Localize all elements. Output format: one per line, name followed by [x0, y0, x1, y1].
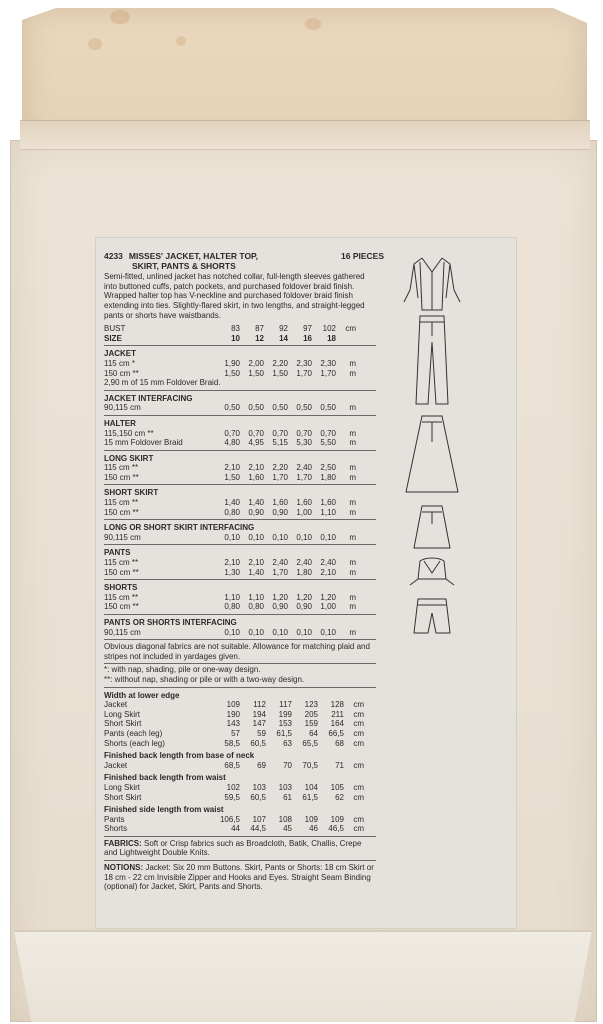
row-unit: cm: [353, 728, 364, 738]
row-value: 2,40: [296, 558, 312, 568]
row-value: 102: [226, 782, 240, 792]
divider: [104, 836, 376, 837]
row-value: 5,30: [296, 438, 312, 448]
data-row: [104, 793, 376, 803]
bust-value: 92: [279, 324, 288, 334]
row-unit: m: [349, 428, 356, 438]
row-unit: m: [349, 472, 356, 482]
row-value: 57: [231, 728, 240, 738]
row-unit: cm: [353, 792, 364, 802]
pattern-title-line2: SKIRT, PANTS & SHORTS: [132, 260, 236, 271]
row-value: 4,80: [224, 438, 240, 448]
row-unit: cm: [353, 700, 364, 710]
measurement-sections: [104, 691, 376, 834]
row-value: 0,50: [224, 403, 240, 413]
row-value: 2,40: [320, 558, 336, 568]
row-value: 65,5: [302, 738, 318, 748]
data-row: [104, 359, 376, 369]
row-value: 0,10: [248, 532, 264, 542]
row-value: 0,80: [224, 602, 240, 612]
section-title: PANTS OR SHORTS INTERFACING: [104, 618, 237, 627]
row-value: 0,10: [320, 627, 336, 637]
data-row: [104, 508, 376, 518]
section-title: LONG SKIRT: [104, 453, 154, 463]
row-unit: m: [349, 532, 356, 542]
row-unit: m: [349, 368, 356, 378]
section-title: Width at lower edge: [104, 690, 180, 700]
row-value: 0,70: [248, 428, 264, 438]
row-value: 109: [330, 814, 344, 824]
size-value: 10: [231, 333, 240, 343]
row-value: 2,10: [224, 463, 240, 473]
row-label: 115 cm *: [104, 358, 135, 368]
row-value: 117: [279, 700, 292, 710]
row-value: 2,10: [224, 558, 240, 568]
row-value: 44,5: [250, 824, 266, 834]
data-row: [104, 533, 376, 543]
row-value: 61,5: [302, 792, 318, 802]
row-value: 2,20: [272, 463, 288, 473]
divider: [104, 484, 376, 485]
row-value: 0,10: [272, 532, 288, 542]
divider: [104, 415, 376, 416]
row-label: 90,115 cm: [104, 627, 141, 637]
section-title: Finished back length from base of neck: [104, 751, 255, 761]
data-row: [104, 719, 376, 729]
section-title: SHORT SKIRT: [104, 488, 159, 498]
row-value: 1,60: [248, 472, 264, 482]
row-value: 1,60: [272, 498, 288, 508]
row-unit: cm: [353, 814, 364, 824]
data-row: [104, 783, 376, 793]
row-label: 115 cm **: [104, 463, 139, 473]
row-label: 150 cm **: [104, 472, 139, 482]
row-unit: m: [349, 498, 356, 508]
divider: [104, 860, 376, 861]
nap-note-2: **: without nap, shading or pile or with a two-way design.: [104, 674, 305, 684]
row-value: 2,20: [272, 358, 288, 368]
row-value: 1,20: [296, 592, 312, 602]
row-unit: m: [349, 403, 356, 413]
row-value: 0,90: [272, 602, 288, 612]
size-value: 14: [279, 333, 288, 343]
row-value: 66,5: [328, 728, 344, 738]
section-title: Finished back length from waist: [104, 773, 226, 783]
row-value: 64: [309, 728, 318, 738]
section-title: SHORTS: [104, 583, 138, 593]
row-value: 0,70: [224, 428, 240, 438]
section-title: HALTER: [104, 418, 136, 428]
row-value: 1,80: [320, 472, 336, 482]
row-label: 115 cm **: [104, 498, 139, 508]
jacket-sketch: [404, 258, 460, 310]
row-value: 147: [252, 719, 266, 729]
row-label: Short Skirt: [104, 792, 142, 802]
row-value: 1,40: [224, 498, 240, 508]
row-value: 44: [231, 824, 240, 834]
row-value: 0,50: [320, 403, 336, 413]
row-value: 1,50: [224, 368, 240, 378]
row-value: 0,10: [296, 532, 312, 542]
row-value: 2,10: [320, 567, 336, 577]
row-value: 211: [331, 709, 344, 719]
stain: [110, 10, 130, 24]
long-skirt-sketch: [406, 416, 458, 492]
pattern-title: [104, 251, 384, 262]
row-value: 4,95: [248, 438, 264, 448]
bust-value: 102: [322, 324, 336, 334]
row-value: 109: [304, 814, 318, 824]
row-value: 0,90: [248, 507, 264, 517]
row-value: 46: [309, 824, 318, 834]
divider: [104, 687, 376, 688]
size-value: 12: [255, 333, 264, 343]
row-value: 63: [283, 738, 292, 748]
row-label: 150 cm **: [104, 368, 139, 378]
yardage-sections: [104, 349, 376, 640]
size-value: 18: [327, 333, 336, 343]
row-value: 1,50: [248, 368, 264, 378]
divider: [104, 544, 376, 545]
pattern-description: Semi-fitted, unlined jacket has notched collar, full-length sleeves gathered into buttoned cuffs, patch pockets, and purchased foldover braid finish. Wrapped halter top has V-neckline and purchased foldover braid finish extending into ties. Slightly-flared skirt, in two lengths, and straight-legged pants or shorts have waistbands.: [104, 272, 365, 320]
size-label: SIZE: [104, 333, 122, 343]
row-label: 115,150 cm **: [104, 428, 154, 438]
row-value: 1,70: [296, 368, 312, 378]
flap-crease: [20, 120, 590, 150]
row-unit: cm: [353, 738, 364, 748]
data-row: [104, 602, 376, 612]
notions-label: NOTIONS:: [104, 863, 144, 873]
row-value: 1,60: [320, 498, 336, 508]
row-value: 1,20: [272, 592, 288, 602]
row-value: 2,30: [296, 358, 312, 368]
pattern-info-text: [104, 251, 384, 892]
row-value: 0,10: [224, 532, 240, 542]
row-value: 1,80: [296, 567, 312, 577]
row-value: 0,10: [224, 627, 240, 637]
data-row: [104, 710, 376, 720]
row-unit: m: [349, 463, 356, 473]
row-value: 0,70: [296, 428, 312, 438]
diagonal-note: Obvious diagonal fabrics are not suitable. Allowance for matching plaid and stripes not included in yardages given.: [104, 642, 370, 661]
stain: [305, 18, 321, 30]
row-unit: m: [349, 592, 356, 602]
row-value: 0,10: [320, 532, 336, 542]
row-value: 109: [226, 700, 240, 710]
row-value: 2,50: [320, 463, 336, 473]
row-unit: cm: [353, 719, 364, 729]
row-value: 194: [252, 709, 266, 719]
row-value: 108: [278, 814, 292, 824]
row-value: 103: [278, 782, 292, 792]
bust-row: [104, 324, 376, 334]
row-value: 143: [226, 719, 240, 729]
row-value: 1,70: [272, 472, 288, 482]
row-unit: m: [349, 627, 356, 637]
data-row: [104, 369, 376, 379]
data-row: [104, 463, 376, 473]
row-label: 115 cm **: [104, 558, 139, 568]
data-row: [104, 498, 376, 508]
row-unit: cm: [353, 824, 364, 834]
section-extra: 2,90 m of 15 mm Foldover Braid.: [104, 378, 221, 388]
garment-sketches: [392, 250, 472, 650]
row-value: 190: [226, 709, 240, 719]
bust-value: 87: [255, 324, 264, 334]
row-value: 0,50: [248, 403, 264, 413]
divider: [104, 663, 376, 664]
section-title: Finished side length from waist: [104, 805, 224, 815]
data-row: [104, 438, 376, 448]
divider: [104, 519, 376, 520]
row-label: Pants (each leg): [104, 728, 163, 738]
row-value: 128: [330, 700, 344, 710]
row-value: 1,50: [272, 368, 288, 378]
row-value: 1,10: [224, 592, 240, 602]
row-unit: m: [349, 602, 356, 612]
row-label: Long Skirt: [104, 782, 141, 792]
section-title: JACKET: [104, 349, 137, 359]
row-value: 5,50: [320, 438, 336, 448]
pattern-number: 4233: [104, 251, 123, 261]
row-value: 1,00: [320, 602, 336, 612]
row-value: 1,70: [296, 472, 312, 482]
row-value: 153: [278, 719, 292, 729]
row-value: 1,70: [272, 567, 288, 577]
data-row: [104, 729, 376, 739]
data-row: [104, 628, 376, 638]
row-value: 123: [304, 700, 318, 710]
row-value: 112: [253, 700, 266, 710]
row-value: 164: [330, 719, 344, 729]
row-unit: m: [349, 507, 356, 517]
data-row: [104, 824, 376, 834]
envelope-bottom-flap: [14, 930, 592, 1022]
row-value: 1,40: [248, 567, 264, 577]
row-value: 2,00: [248, 358, 264, 368]
data-row: [104, 558, 376, 568]
row-value: 0,80: [224, 507, 240, 517]
notions-paragraph: [104, 863, 376, 892]
divider: [104, 614, 376, 615]
bust-value: 97: [303, 324, 312, 334]
data-row: [104, 593, 376, 603]
row-value: 46,5: [328, 824, 344, 834]
fabrics-paragraph: [104, 839, 376, 858]
data-row: [104, 761, 376, 771]
row-value: 1,60: [296, 498, 312, 508]
row-unit: m: [349, 558, 356, 568]
divider: [104, 450, 376, 451]
row-value: 0,80: [248, 602, 264, 612]
row-value: 1,70: [320, 368, 336, 378]
section-title: JACKET INTERFACING: [104, 393, 193, 403]
row-value: 1,00: [296, 507, 312, 517]
size-value: 16: [303, 333, 312, 343]
row-value: 70: [283, 760, 292, 770]
row-value: 1,30: [224, 567, 240, 577]
bust-label: BUST: [104, 324, 126, 334]
bust-value: 83: [231, 324, 240, 334]
data-row: [104, 700, 376, 710]
row-value: 205: [304, 709, 318, 719]
size-row: [104, 334, 376, 344]
row-label: Jacket: [104, 760, 128, 770]
notions-text: Jacket: Six 20 mm Buttons. Skirt, Pants or Shorts: 18 cm Skirt or 18 cm - 22 cm Invisible Zipper and Hooks and Eyes. Straight Seam Binding (optional) for Jacket, Skirt, Pants and Shorts.: [104, 863, 374, 892]
row-value: 58,5: [224, 738, 240, 748]
divider: [104, 639, 376, 640]
data-row: [104, 473, 376, 483]
row-value: 106,5: [219, 814, 240, 824]
data-row: [104, 568, 376, 578]
row-value: 62: [335, 792, 344, 802]
row-label: 90,115 cm: [104, 532, 141, 542]
row-value: 2,10: [248, 463, 264, 473]
row-value: 104: [304, 782, 318, 792]
row-value: 61: [283, 792, 292, 802]
nap-note-1: *: with nap, shading, pile or one-way design.: [104, 665, 261, 675]
row-label: 150 cm **: [104, 507, 139, 517]
row-value: 0,10: [296, 627, 312, 637]
row-value: 5,15: [272, 438, 288, 448]
data-row: [104, 739, 376, 749]
row-value: 2,10: [248, 558, 264, 568]
row-unit: cm: [353, 709, 364, 719]
row-label: 115 cm **: [104, 592, 139, 602]
row-value: 59: [257, 728, 266, 738]
row-value: 60,5: [250, 792, 266, 802]
row-label: Short Skirt: [104, 719, 142, 729]
row-value: 1,20: [320, 592, 336, 602]
short-skirt-sketch: [414, 506, 450, 548]
shorts-sketch: [414, 599, 450, 633]
row-label: Pants: [104, 814, 125, 824]
row-value: 2,40: [296, 463, 312, 473]
row-label: Long Skirt: [104, 709, 141, 719]
section-title: LONG OR SHORT SKIRT INTERFACING: [104, 523, 255, 533]
stain: [88, 38, 102, 50]
row-value: 1,50: [224, 472, 240, 482]
pattern-title-line1: MISSES' JACKET, HALTER TOP,: [128, 251, 258, 261]
row-value: 103: [252, 782, 266, 792]
row-value: 0,90: [272, 507, 288, 517]
row-unit: m: [349, 438, 356, 448]
divider: [104, 390, 376, 391]
row-label: 150 cm **: [104, 602, 139, 612]
row-value: 107: [252, 814, 266, 824]
row-value: 68,5: [224, 760, 240, 770]
row-value: 71: [335, 760, 344, 770]
row-value: 159: [304, 719, 318, 729]
halter-sketch: [410, 558, 454, 585]
row-value: 1,10: [320, 507, 336, 517]
pants-sketch: [416, 316, 448, 404]
row-value: 2,40: [272, 558, 288, 568]
row-label: 90,115 cm: [104, 403, 141, 413]
row-value: 0,90: [296, 602, 312, 612]
data-row: [104, 815, 376, 825]
row-value: 69: [257, 760, 266, 770]
row-label: Shorts: [104, 824, 128, 834]
row-value: 68: [335, 738, 344, 748]
divider: [104, 579, 376, 580]
row-value: 0,10: [272, 627, 288, 637]
row-value: 0,10: [248, 627, 264, 637]
fabrics-text: Soft or Crisp fabrics such as Broadcloth, Batik, Challis, Crepe and Lightweight Double Knits.: [104, 838, 362, 858]
row-label: 150 cm **: [104, 567, 139, 577]
row-value: 60,5: [250, 738, 266, 748]
row-value: 199: [278, 709, 292, 719]
row-value: 0,70: [272, 428, 288, 438]
row-value: 45: [283, 824, 292, 834]
row-unit: cm: [353, 760, 364, 770]
row-value: 0,70: [320, 428, 336, 438]
row-unit: m: [349, 358, 356, 368]
row-value: 61,5: [276, 728, 292, 738]
row-label: 15 mm Foldover Braid: [104, 438, 183, 448]
row-unit: m: [349, 567, 356, 577]
pattern-pieces: 16 PIECES: [341, 251, 384, 261]
row-value: 1,90: [224, 358, 240, 368]
row-value: 105: [330, 782, 344, 792]
data-row: [104, 403, 376, 413]
bust-unit: cm: [345, 324, 356, 334]
row-value: 1,10: [248, 592, 264, 602]
divider: [104, 345, 376, 346]
row-value: 70,5: [302, 760, 318, 770]
row-value: 2,30: [320, 358, 336, 368]
stain: [176, 36, 186, 46]
row-label: Shorts (each leg): [104, 738, 165, 748]
section-title: PANTS: [104, 548, 131, 558]
row-value: 0,50: [272, 403, 288, 413]
row-value: 1,40: [248, 498, 264, 508]
fabrics-label: FABRICS:: [104, 838, 142, 848]
row-value: 59,5: [224, 792, 240, 802]
row-value: 0,50: [296, 403, 312, 413]
row-unit: cm: [353, 782, 364, 792]
row-label: Jacket: [104, 700, 128, 710]
data-row: [104, 429, 376, 439]
